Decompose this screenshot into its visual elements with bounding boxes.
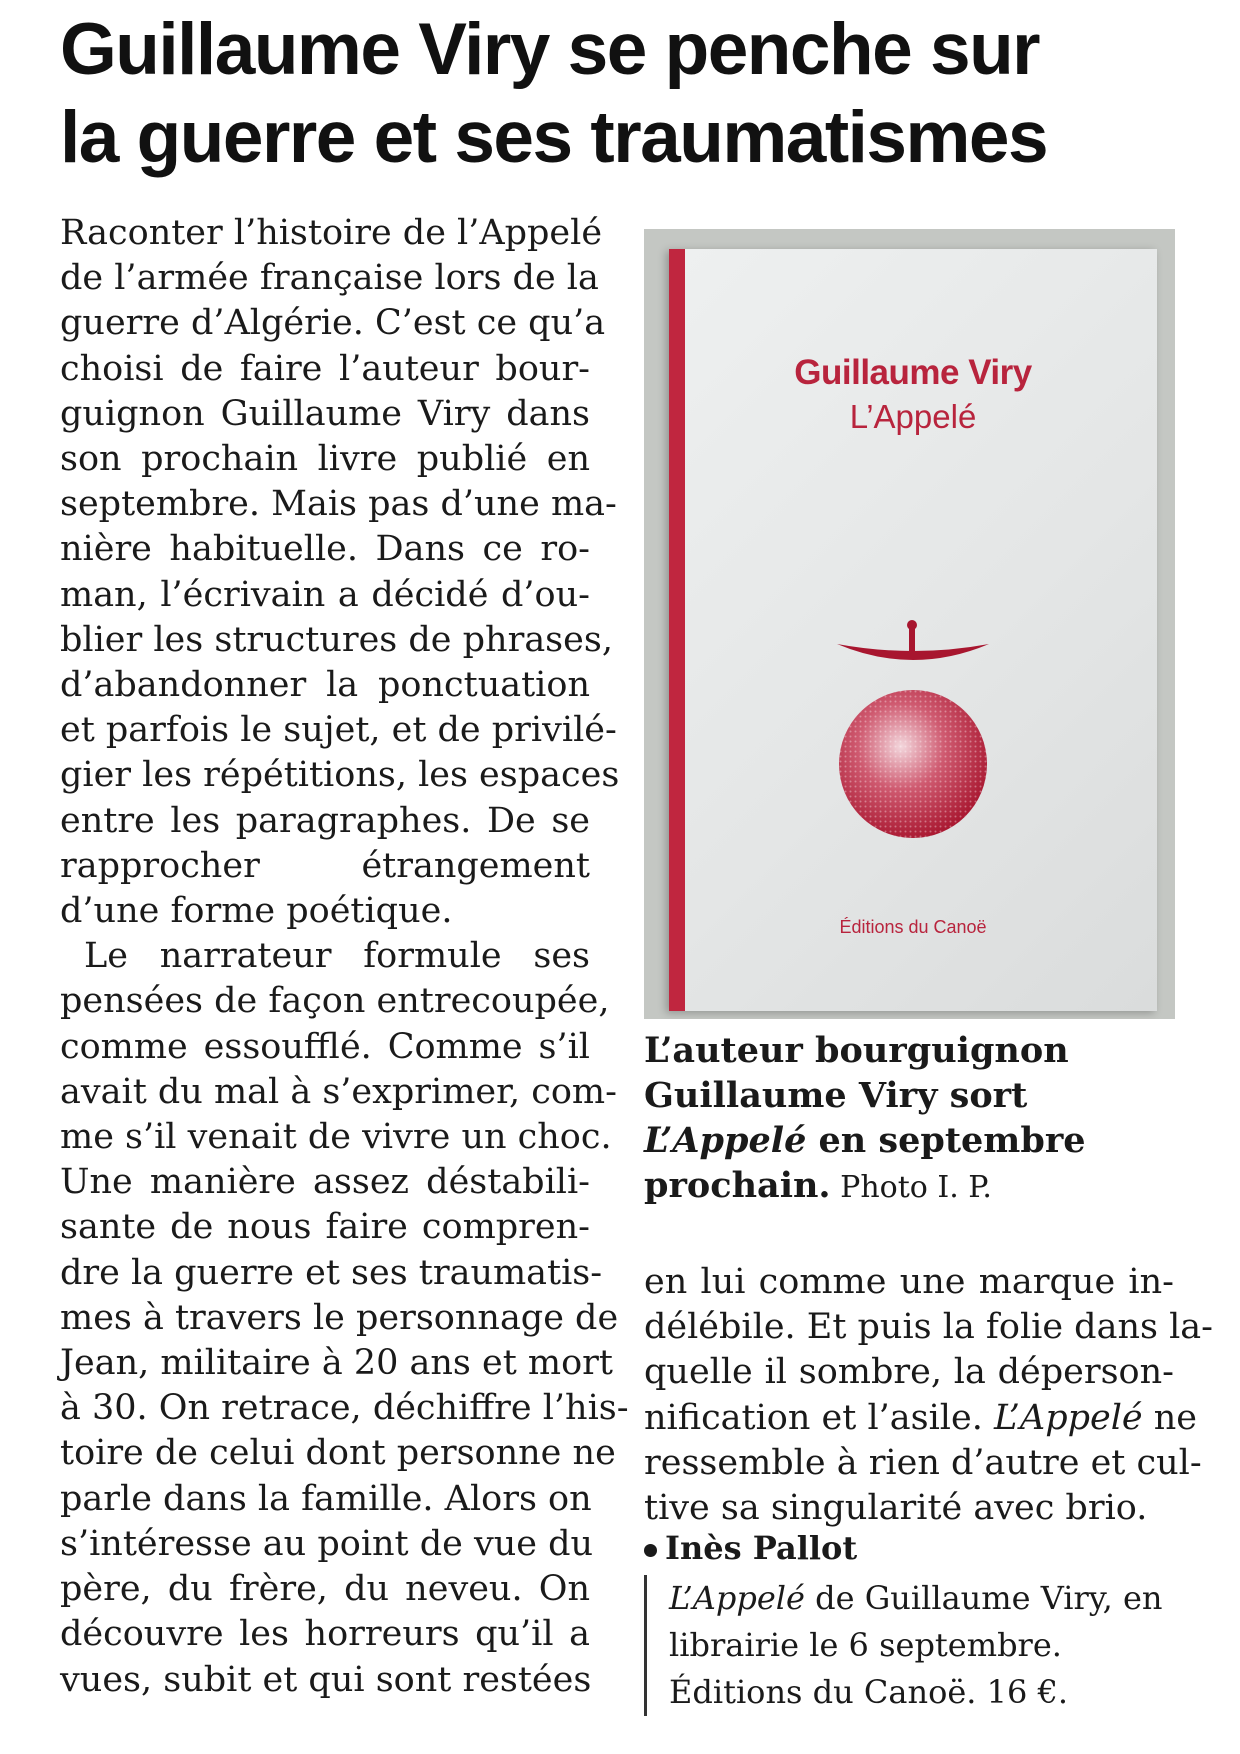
body-text: nification et l’asile. <box>644 1397 994 1438</box>
book-cover-author: Guillaume Viry <box>794 353 1032 392</box>
body-line: délébile. Et puis la folie dans la- <box>644 1307 1213 1348</box>
book-info-box <box>644 1575 1189 1716</box>
boat-and-globe-illustration <box>833 614 993 854</box>
book-title-inline: L’Appelé <box>993 1397 1143 1438</box>
body-line: Le narrateur formule ses <box>84 936 590 977</box>
caption-line <box>644 1163 1174 1210</box>
body-line: de l’armée française lors de la <box>60 258 599 299</box>
body-line: d’une forme poétique. <box>60 891 453 932</box>
body-line: dre la guerre et ses traumatis- <box>60 1252 603 1293</box>
body-line: rapprocher étrangement <box>60 845 590 886</box>
info-line: Éditions du Canoë. 16 €. <box>669 1673 1069 1711</box>
book-cover <box>669 249 1157 1011</box>
body-line: toire de celui dont personne ne <box>60 1433 616 1474</box>
caption-book-title: L’Appelé <box>644 1120 807 1161</box>
book-cover-publisher: Éditions du Canoë <box>839 917 987 937</box>
body-line: découvre les horreurs qu’il a <box>60 1614 590 1655</box>
caption-line: L’auteur bourguignon <box>644 1030 1069 1071</box>
body-line <box>644 1396 1198 1441</box>
body-line: blier les structures de phrases, <box>60 619 613 660</box>
body-line: septembre. Mais pas d’une ma- <box>60 484 617 525</box>
body-line: comme essoufflé. Comme s’il <box>60 1026 590 1067</box>
photo-caption <box>644 1028 1174 1210</box>
body-line: s’intéresse au point de vue du <box>60 1523 594 1564</box>
body-line: guignon Guillaume Viry dans <box>60 393 590 434</box>
byline-name: Inès Pallot <box>665 1529 858 1567</box>
bullet-icon <box>644 1544 657 1557</box>
body-line: ressemble à rien d’autre et cul- <box>644 1442 1202 1483</box>
body-line: me s’il venait de vivre un choc. <box>60 1117 612 1158</box>
info-line <box>669 1575 1189 1622</box>
headline-line: la guerre et ses traumatismes <box>60 97 1048 178</box>
body-line: parle dans la famille. Alors on <box>60 1478 592 1519</box>
info-book-title: L’Appelé <box>669 1579 805 1617</box>
body-line: sante de nous faire compren- <box>60 1207 590 1248</box>
body-line: entre les paragraphes. De se <box>60 800 590 841</box>
body-line: nière habituelle. Dans ce ro- <box>60 529 590 570</box>
caption-text: en septembre <box>806 1120 1086 1161</box>
author-byline <box>644 1528 857 1568</box>
body-line: man, l’écrivain a décidé d’ou- <box>60 574 590 615</box>
body-line: avait du mal à s’exprimer, com- <box>60 1071 617 1112</box>
caption-line: Guillaume Viry sort <box>644 1075 1028 1116</box>
body-line: choisi de faire l’auteur bour- <box>60 348 590 389</box>
body-line: tive sa singularité avec brio. <box>644 1488 1148 1529</box>
body-line: Raconter l’histoire de l’Appelé <box>60 213 603 253</box>
book-photo <box>644 229 1175 1019</box>
body-line: Une manière assez déstabili- <box>60 1162 590 1203</box>
headline-line: Guillaume Viry se penche sur <box>60 9 1040 90</box>
body-line: et parfois le sujet, et de privilé- <box>60 710 617 751</box>
photo-credit: Photo I. P. <box>830 1170 992 1205</box>
body-line: vues, subit et qui sont restées <box>60 1659 592 1700</box>
body-line: à 30. On retrace, déchiffre l’his- <box>60 1388 629 1429</box>
headline <box>60 6 1180 182</box>
body-line: d’abandonner la ponctuation <box>60 665 590 706</box>
body-line: en lui comme une marque in- <box>644 1262 1174 1302</box>
article-body-right-column <box>644 1260 1213 1531</box>
body-line: guerre d’Algérie. C’est ce qu’a <box>60 303 606 344</box>
book-cover-title: L’Appelé <box>849 398 977 435</box>
body-line: son prochain livre publié en <box>60 439 590 480</box>
body-text: ne <box>1142 1397 1198 1438</box>
info-line: librairie le 6 septembre. <box>669 1626 1062 1664</box>
body-line: mes à travers le personnage de <box>60 1297 619 1338</box>
body-line: quelle il sombre, la déperson- <box>644 1352 1174 1393</box>
caption-line <box>644 1118 1174 1163</box>
article-body-left-column <box>60 211 629 1703</box>
body-line: pensées de façon entrecoupée, <box>60 981 610 1022</box>
info-text: de Guillaume Viry, en <box>804 1579 1163 1617</box>
body-line: père, du frère, du neveu. On <box>60 1569 590 1610</box>
caption-text: prochain. <box>644 1165 831 1206</box>
body-line: Jean, militaire à 20 ans et mort <box>60 1343 613 1384</box>
body-line: gier les répétitions, les espaces <box>60 755 620 796</box>
